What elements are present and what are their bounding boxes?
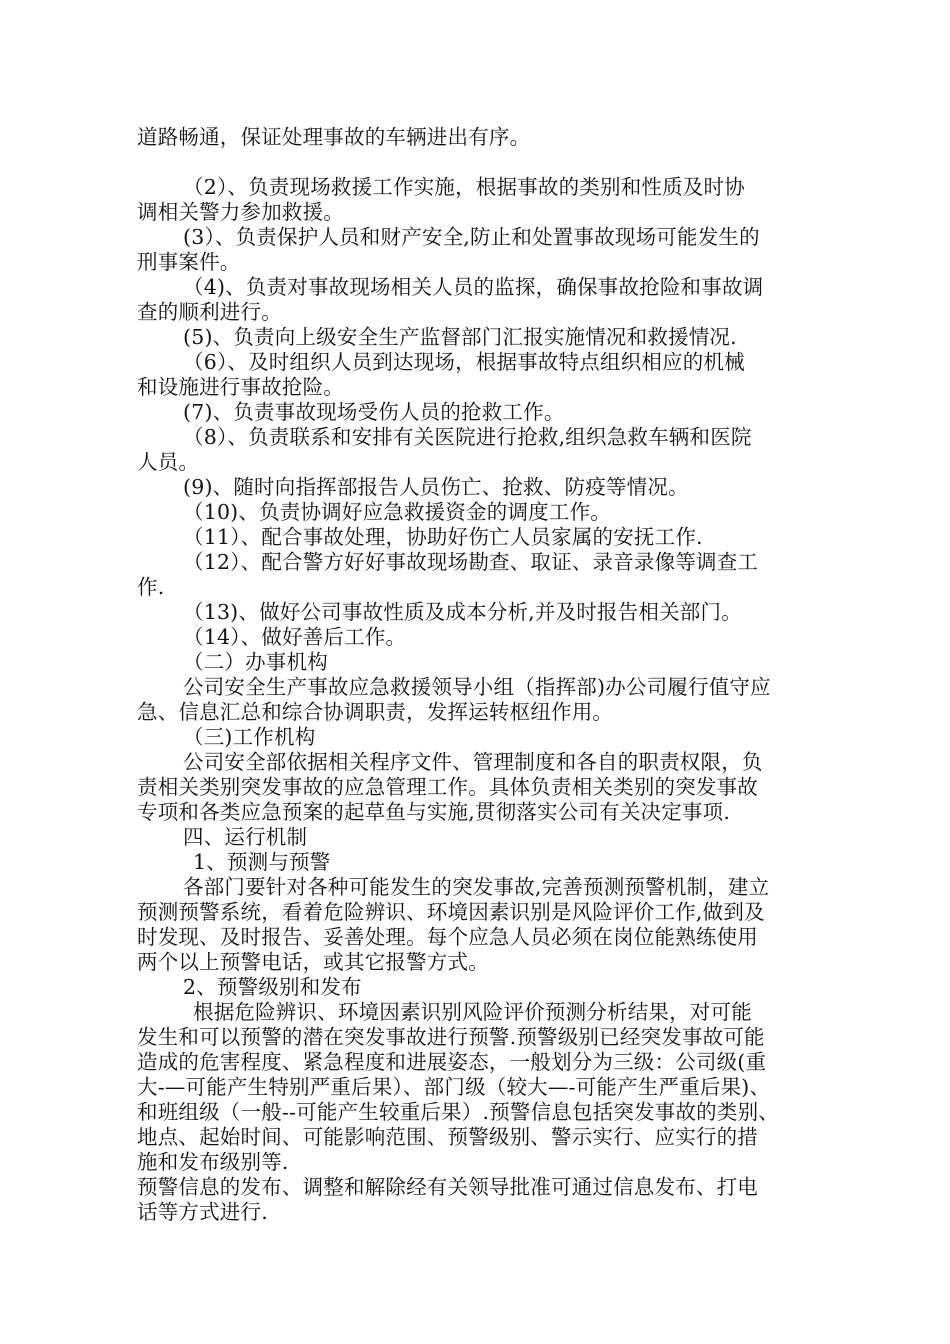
text-line: （12）、配合警方好好事故现场勘查、取证、录音录像等调查工 [183,550,759,574]
text-line: （6）、及时组织人员到达现场，根据事故特点组织相应的机械 [183,350,745,374]
text-line: 和设施进行事故抢险。 [137,375,344,399]
text-line: 道路畅通，保证处理事故的车辆进出有序。 [137,125,531,149]
text-line: 人员。 [137,450,200,474]
section-heading: 1、预测与预警 [193,850,331,874]
text-line: 造成的危害程度、紧急程度和进展姿态，一般划分为三级：公司级(重 [137,1050,767,1074]
text-line: （2）、负责现场救援工作实施，根据事故的类别和性质及时协 [183,175,745,199]
text-line: 时发现、及时报告、妥善处理。每个应急人员必须在岗位能熟练使用 [137,925,758,949]
text-line: 作. [137,575,165,599]
text-line: （4)、负责对事故现场相关人员的监探，确保事故抢险和事故调 [183,275,764,299]
section-heading: 四、运行机制 [183,825,308,849]
text-line: (3）、负责保护人员和财产安全,防止和处置事故现场可能发生的 [183,225,760,249]
text-line: 大-—可能产生特别严重后果）、部门级（较大—-可能产生严重后果)、 [137,1075,771,1099]
section-heading: 2、预警级别和发布 [183,975,362,999]
text-line: 发生和可以预警的潜在突发事故进行预警.预警级别已经突发事故可能 [137,1025,765,1049]
text-line: 公司安全生产事故应急救援领导小组（指挥部)办公司履行值守应 [183,675,771,699]
text-line: 急、信息汇总和综合协调职责，发挥运转枢纽作用。 [137,700,614,724]
section-heading: （三)工作机构 [183,725,316,749]
text-line: 刑事案件。 [137,250,241,274]
section-heading: （二）办事机构 [183,650,328,674]
text-line: 预警信息的发布、调整和解除经有关领导批准可通过信息发布、打电 [137,1175,758,1199]
text-line: 根据危险辨识、环境因素识别风险评价预测分析结果，对可能 [193,1000,752,1024]
text-line: 话等方式进行. [137,1200,268,1224]
text-line: （13)、做好公司事故性质及成本分析,并及时报告相关部门。 [183,600,742,624]
text-line: （11）、配合事故处理，协助好伤亡人员家属的安抚工作. [183,525,703,549]
text-line: 责相关类别突发事故的应急管理工作。具体负责相关类别的突发事故 [137,775,758,799]
text-line: 调相关警力参加救援。 [137,200,344,224]
text-line: （8）、负责联系和安排有关医院进行抢救,组织急救车辆和医院 [183,425,752,449]
text-line: 公司安全部依据相关程序文件、管理制度和各自的职责权限，负 [183,750,763,774]
text-line: (9)、随时向指挥部报告人员伤亡、抢救、防疫等情况。 [183,475,689,499]
text-line: 查的顺利进行。 [137,300,282,324]
text-line: (5)、负责向上级安全生产监督部门汇报实施情况和救援情况. [183,325,737,349]
text-line: 地点、起始时间、可能影响范围、预警级别、警示实行、应实行的措 [137,1125,758,1149]
text-line: （10)、负责协调好应急救援资金的调度工作。 [183,500,611,524]
text-line: 两个以上预警电话，或其它报警方式。 [137,950,489,974]
text-line: (7)、负责事故现场受伤人员的抢救工作。 [183,400,565,424]
text-line: （14）、做好善后工作。 [183,625,407,649]
text-line: 和班组级（一般--可能产生较重后果）.预警信息包括突发事故的类别、 [137,1100,779,1124]
text-line: 施和发布级别等. [137,1150,289,1174]
text-line: 专项和各类应急预案的起草鱼与实施,贯彻落实公司有关决定事项. [137,800,731,824]
text-line: 各部门要针对各种可能发生的突发事故,完善预测预警机制，建立 [183,875,770,899]
text-line: 预测预警系统，看着危险辨识、环境因素识别是风险评价工作,做到及 [137,900,765,924]
